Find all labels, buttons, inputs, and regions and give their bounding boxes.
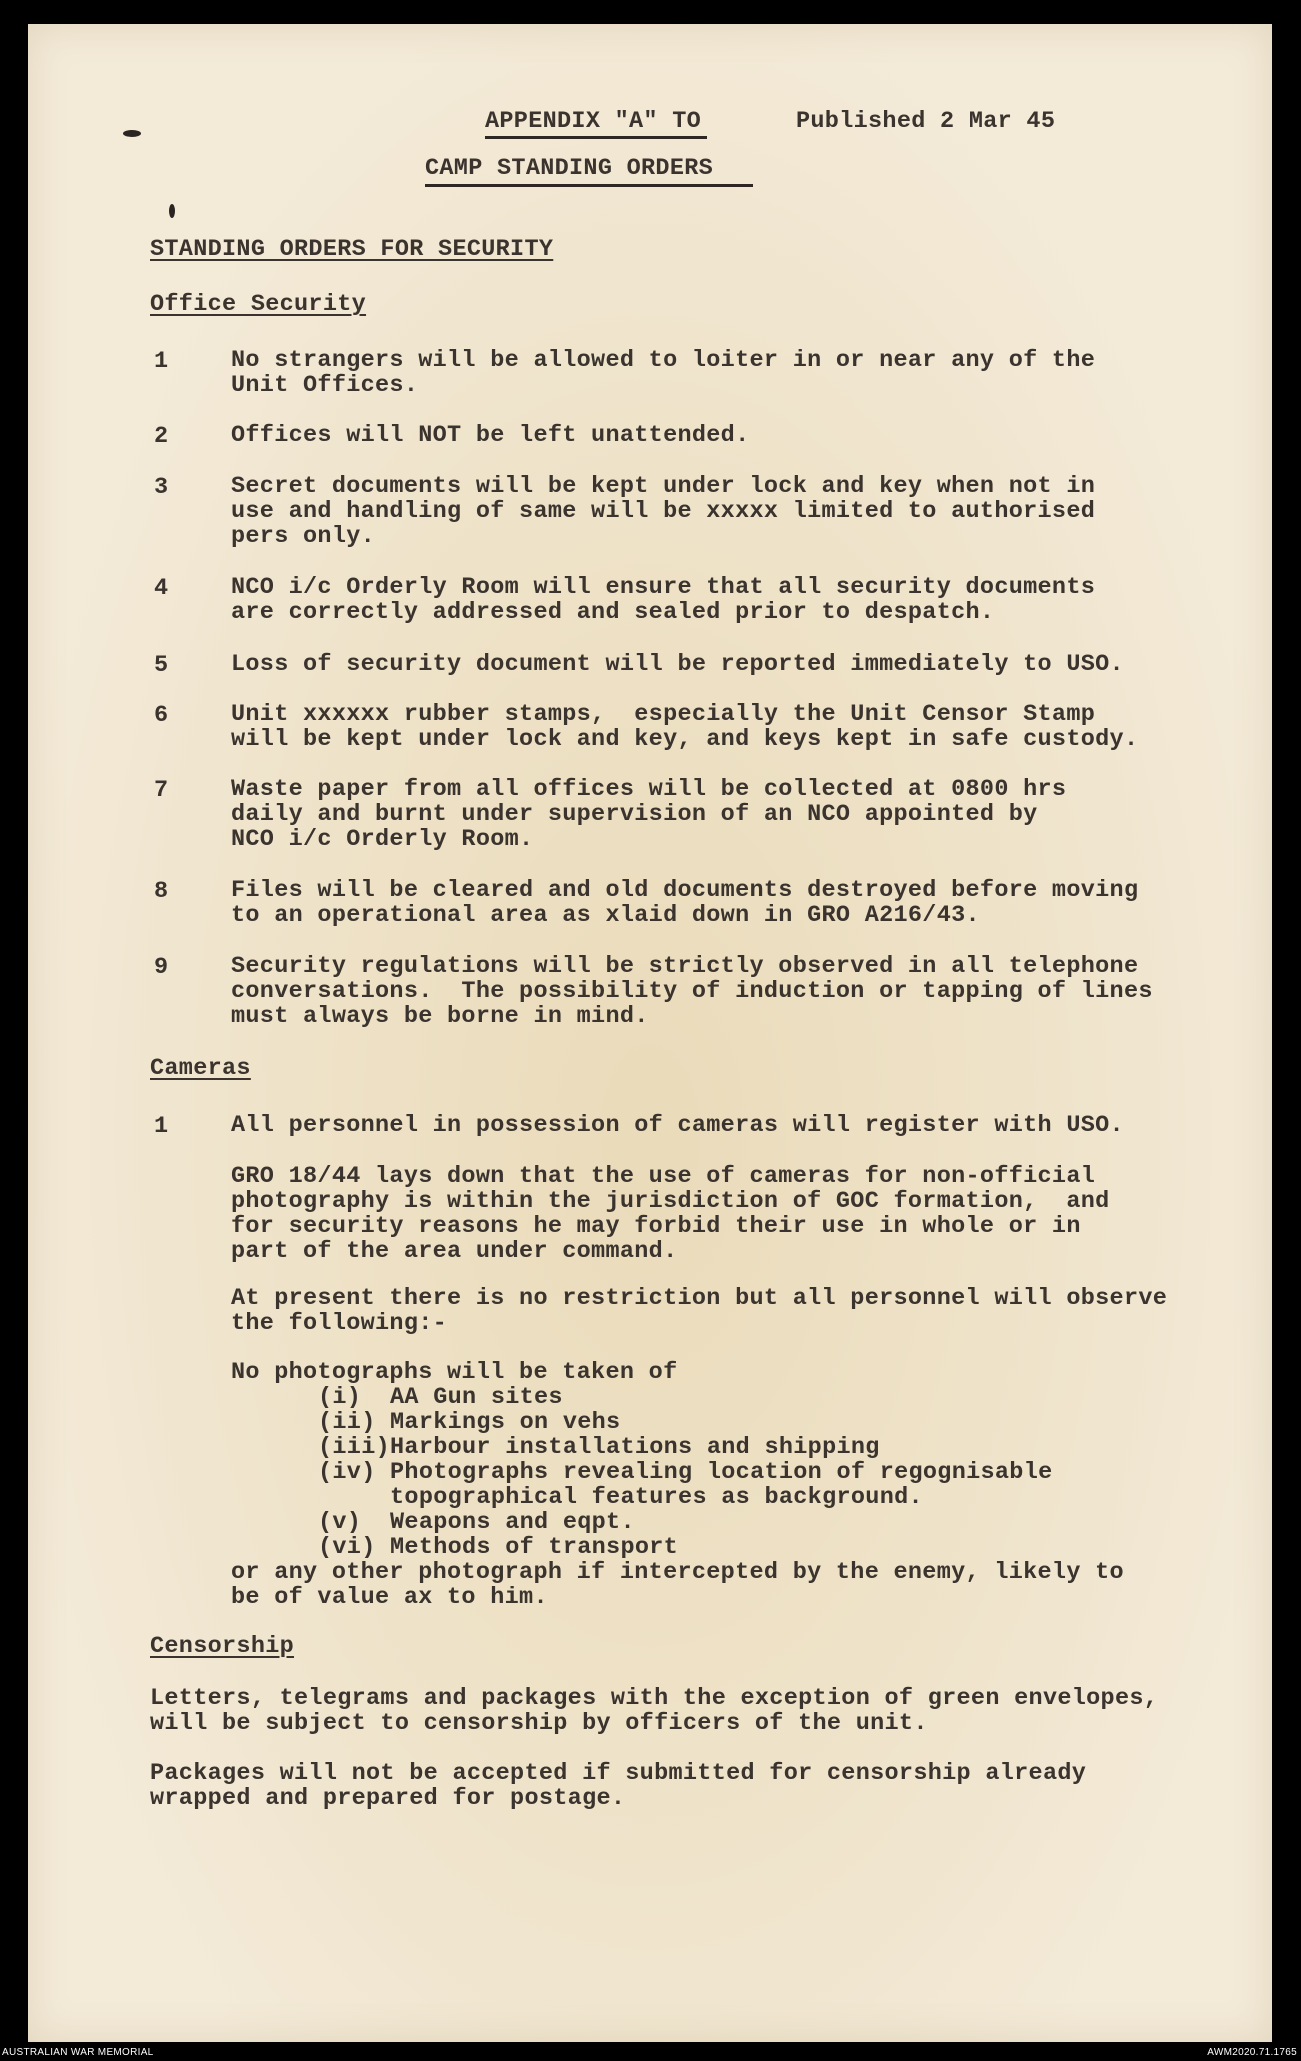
main-heading: STANDING ORDERS FOR SECURITY xyxy=(150,236,554,263)
censorship-paragraph-line: will be subject to censorship by officers of the unit. xyxy=(150,1710,928,1737)
item-line: Secret documents will be kept under lock and key when not in xyxy=(231,473,1096,500)
item-line: Waste paper from all offices will be collected at 0800 hrs xyxy=(231,776,1067,803)
item-line: No strangers will be allowed to loiter in or near any of the xyxy=(231,347,1096,374)
item-line: conversations. The possibility of induction or tapping of lines xyxy=(231,978,1153,1005)
item-line: to an operational area as xlaid down in GRO A216/43. xyxy=(231,902,980,929)
item-number: 5 xyxy=(154,652,169,679)
document-page xyxy=(28,24,1272,2042)
cameras-paragraph-line: GRO 18/44 lays down that the use of cameras for non-official xyxy=(231,1163,1096,1190)
censorship-paragraph-line: Packages will not be accepted if submitted for censorship already xyxy=(150,1760,1087,1787)
item-line: NCO i/c Orderly Room. xyxy=(231,826,534,853)
subtitle-underline xyxy=(425,184,753,187)
item-number: 8 xyxy=(154,878,169,905)
list-item: (v) Weapons and eqpt. xyxy=(318,1509,635,1536)
item-line: Unit xxxxxx rubber stamps, especially the Unit Censor Stamp xyxy=(231,701,1096,728)
list-item: topographical features as background. xyxy=(318,1484,923,1511)
photo-list-intro: No photographs will be taken of xyxy=(231,1359,678,1386)
item-number: 1 xyxy=(154,348,169,375)
ink-mark xyxy=(123,130,141,137)
section-heading-censorship: Censorship xyxy=(150,1633,295,1660)
list-item: (i) AA Gun sites xyxy=(318,1384,563,1411)
item-number: 6 xyxy=(154,702,169,729)
item-number: 7 xyxy=(154,777,169,804)
cameras-closing-line: or any other photograph if intercepted by the enemy, likely to xyxy=(231,1559,1124,1586)
item-line: Loss of security document will be reported immediately to USO. xyxy=(231,651,1124,678)
item-line: must always be borne in mind. xyxy=(231,1003,649,1030)
appendix-underline xyxy=(485,136,707,139)
cameras-paragraph-line: for security reasons he may forbid their use in whole or in xyxy=(231,1213,1081,1240)
published-date: Published 2 Mar 45 xyxy=(796,108,1056,135)
section-heading-office-security: Office Security xyxy=(150,291,367,318)
item-line: Security regulations will be strictly observed in all telephone xyxy=(231,953,1139,980)
list-item: (iii)Harbour installations and shipping xyxy=(318,1434,880,1461)
cameras-paragraph-line: At present there is no restriction but all personnel will observe xyxy=(231,1285,1168,1312)
footer-accession-number: AWM2020.71.1765 xyxy=(1207,2047,1297,2058)
list-item: (iv) Photographs revealing location of regognisable xyxy=(318,1459,1053,1486)
item-line: NCO i/c Orderly Room will ensure that all security documents xyxy=(231,574,1096,601)
cameras-closing-line: be of value ax to him. xyxy=(231,1584,548,1611)
list-item: (ii) Markings on vehs xyxy=(318,1409,621,1436)
censorship-paragraph-line: Letters, telegrams and packages with the exception of green envelopes, xyxy=(150,1685,1159,1712)
appendix-title: APPENDIX "A" TO xyxy=(485,108,702,135)
item-line: are correctly addressed and sealed prior to despatch. xyxy=(231,599,995,626)
cameras-item-line: All personnel in possession of cameras will register with USO. xyxy=(231,1112,1124,1139)
item-line: will be kept under lock and key, and keys kept in safe custody. xyxy=(231,726,1139,753)
ink-mark xyxy=(169,204,175,218)
item-line: Files will be cleared and old documents destroyed before moving xyxy=(231,877,1139,904)
cameras-paragraph-line: part of the area under command. xyxy=(231,1238,678,1265)
item-line: pers only. xyxy=(231,523,376,550)
item-line: use and handling of same will be xxxxx limited to authorised xyxy=(231,498,1096,525)
list-item: (vi) Methods of transport xyxy=(318,1534,679,1561)
item-number: 4 xyxy=(154,575,169,602)
item-number: 1 xyxy=(154,1113,169,1140)
section-heading-cameras: Cameras xyxy=(150,1055,251,1082)
item-line: Offices will NOT be left unattended. xyxy=(231,422,750,449)
cameras-paragraph-line: the following:- xyxy=(231,1310,448,1337)
camp-standing-orders-title: CAMP STANDING ORDERS xyxy=(425,155,714,182)
item-number: 9 xyxy=(154,954,169,981)
cameras-paragraph-line: photography is within the jurisdiction of GOC formation, and xyxy=(231,1188,1110,1215)
footer-credit: AUSTRALIAN WAR MEMORIAL xyxy=(2,2047,154,2058)
item-number: 2 xyxy=(154,423,169,450)
item-line: Unit Offices. xyxy=(231,372,419,399)
item-number: 3 xyxy=(154,474,169,501)
censorship-paragraph-line: wrapped and prepared for postage. xyxy=(150,1785,626,1812)
item-line: daily and burnt under supervision of an NCO appointed by xyxy=(231,801,1038,828)
